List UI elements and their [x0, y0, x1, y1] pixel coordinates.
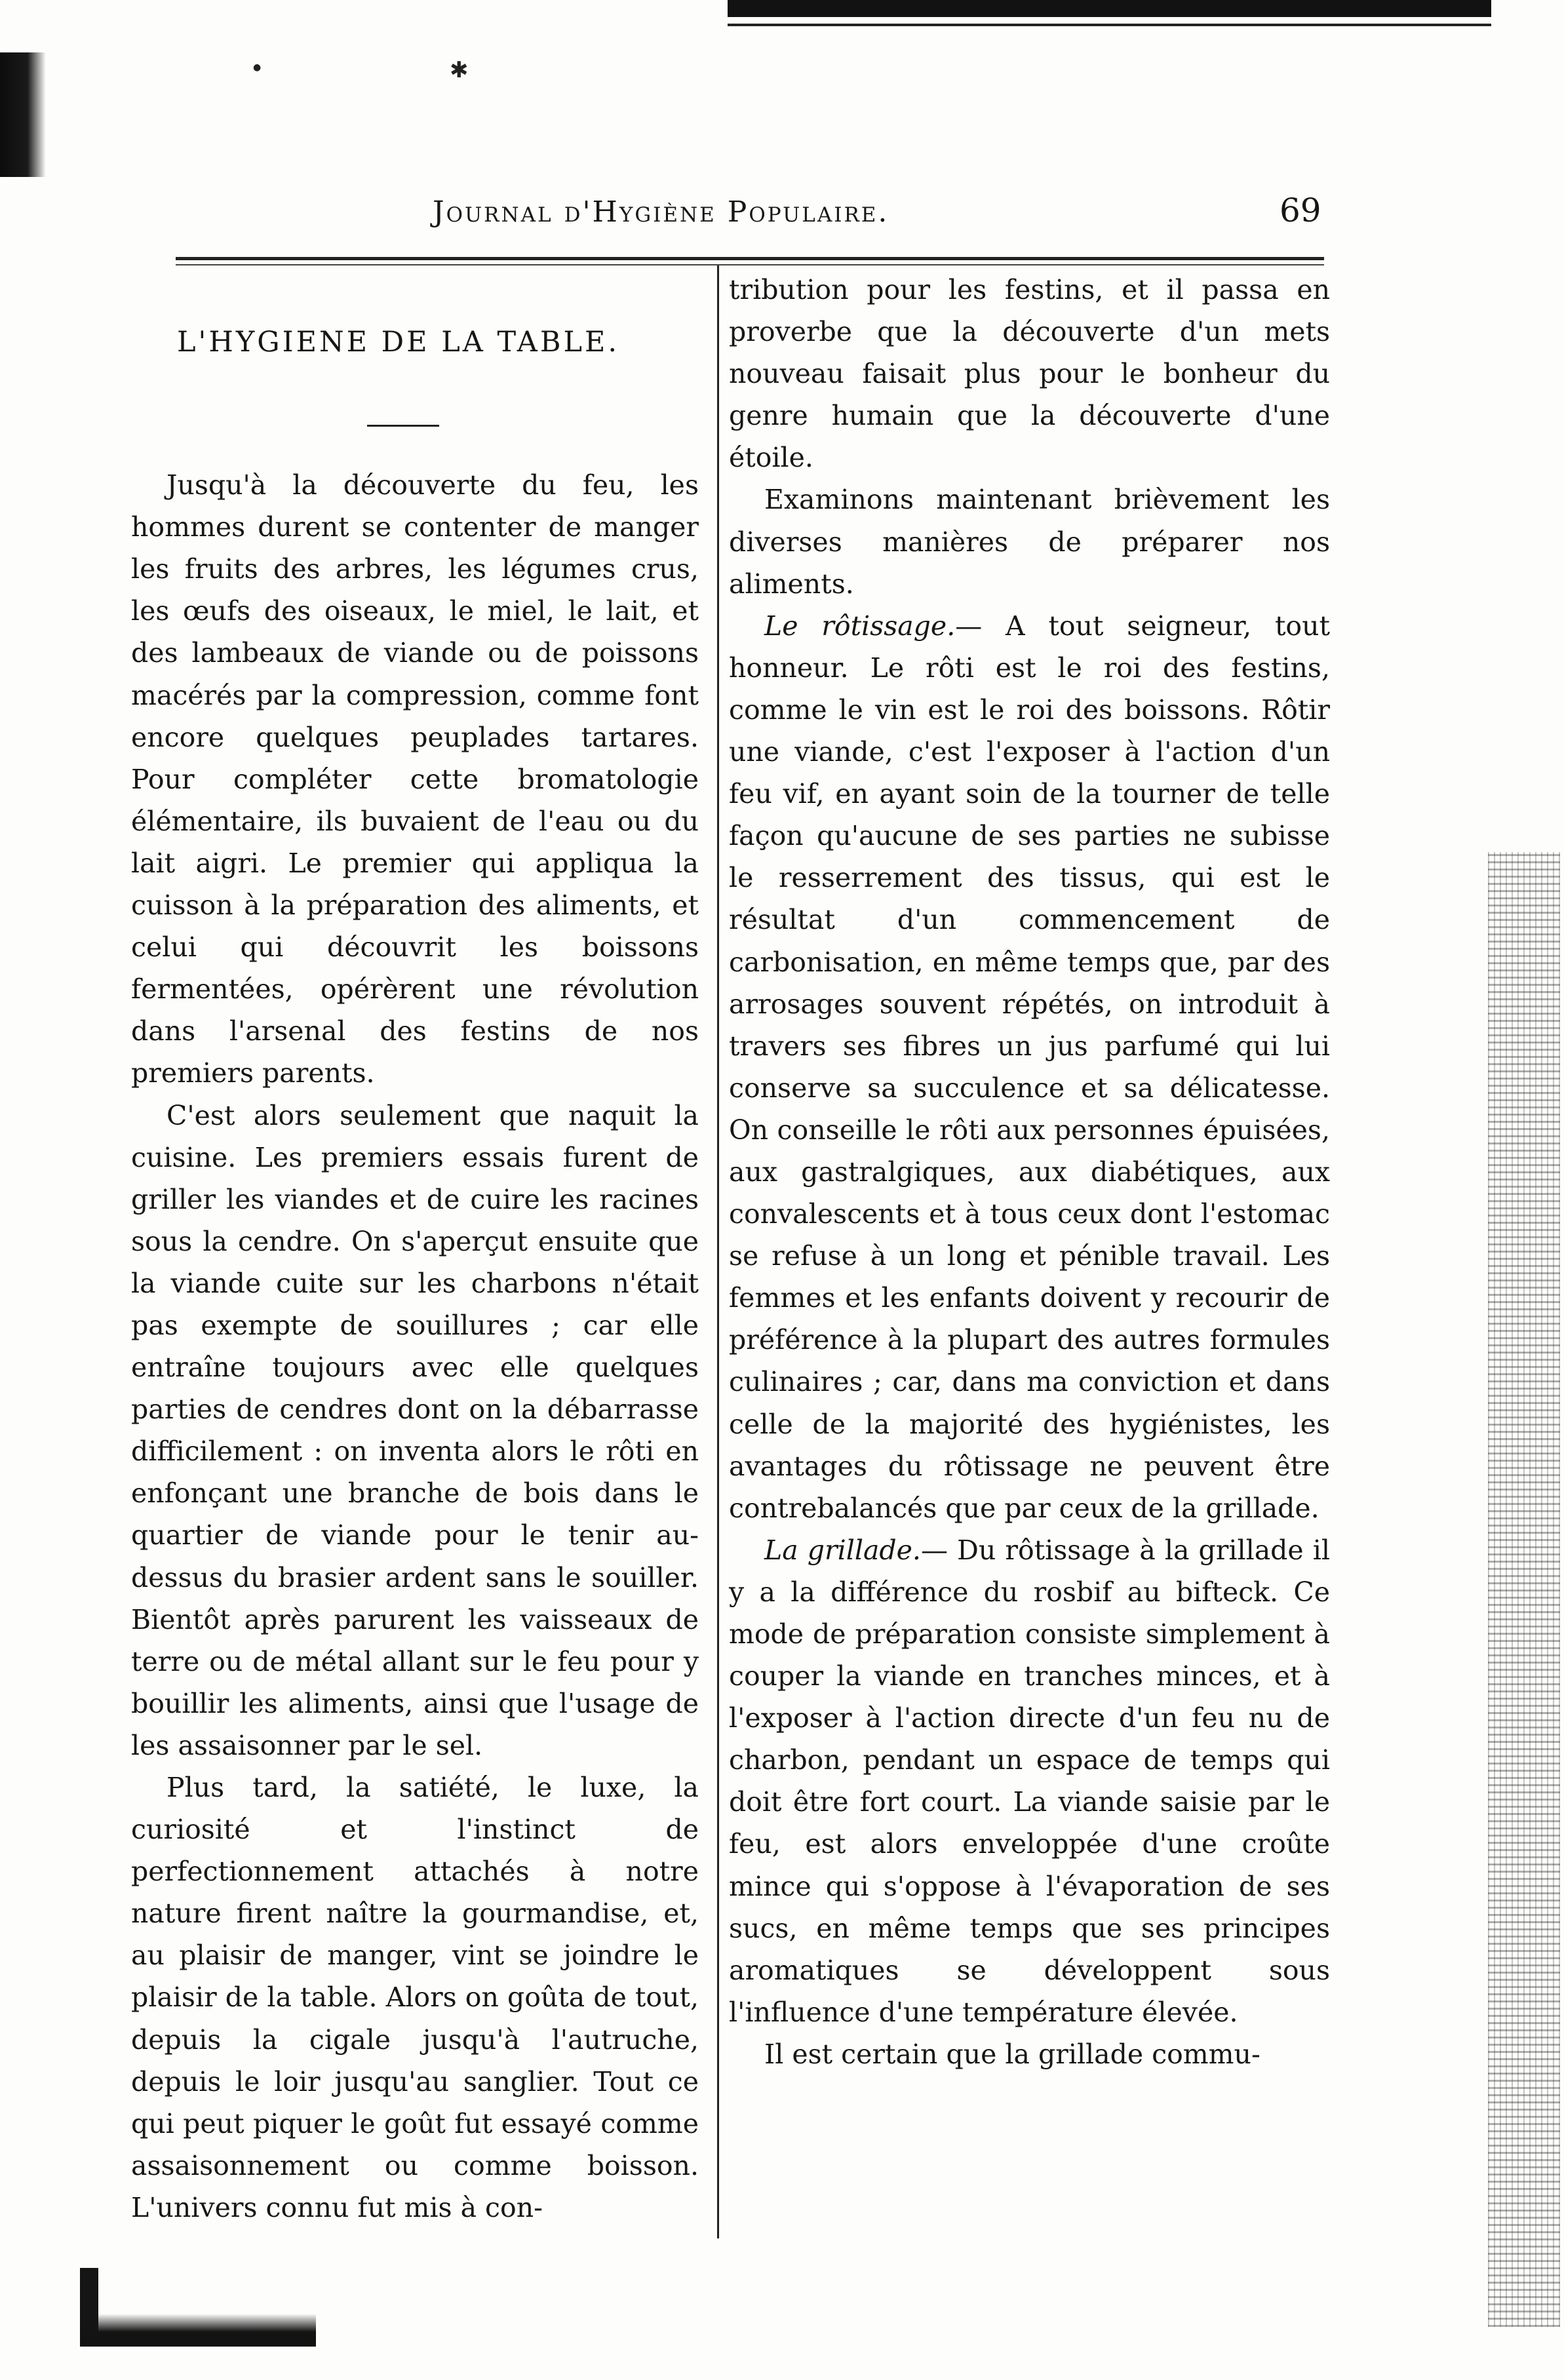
section-grillade-text: — Du rôtissage à la grillade il y a la différence du rosbif au bifteck. Ce mode de préparation consiste simplement à couper la viande en tranches minces, et à l'exposer à l'action directe d'un feu nu de charbon, pendant un espace de temps qui doit être fort court. La viande saisie par le feu, est alors enveloppée d'une croûte mince qui s'oppose à l'évaporation de ses sucs, en même temps que ses principes aromatiques se développent sous l'influence d'une température élevée.	[729, 1534, 1331, 2028]
article-title: L'HYGIENE DE LA TABLE.	[177, 326, 620, 359]
right-paragraph-2: Examinons maintenant brièvement les diverses manières de préparer nos aliments.	[729, 484, 1330, 600]
scan-edge-bottom-left-shadow	[80, 2314, 316, 2347]
right-column	[729, 269, 1330, 2075]
title-rule	[367, 425, 439, 427]
section-grillade-heading: La grillade.	[764, 1534, 921, 1566]
section-roti-heading: Le rôtissage.	[764, 610, 956, 642]
section-grillade	[729, 1529, 1330, 2033]
scan-edge-top-line	[728, 24, 1491, 26]
right-last-line: Il est certain que la grillade commu-	[764, 2038, 1261, 2070]
scan-edge-left-shadow	[0, 52, 46, 177]
scan-edge-top-bar	[728, 0, 1491, 17]
scan-edge-right-noise	[1488, 852, 1560, 2327]
left-paragraph-2: C'est alors seulement que naquit la cuisine. Les premiers essais furent de griller les viandes et de cuire les racines sous la cendre. On s'aperçut ensuite que la viande cuite sur les charbons n'était pas exempte de souillures ; car elle entraîne toujours avec elle quelques parties de cendres dont on la débarrasse difficilement : on inventa alors le rôti en enfonçant une branche de bois dans le quartier de viande pour le tenir au-dessus du brasier ardent sans le souiller. Bientôt après parurent les vaisseaux de terre ou de métal allant sur le feu pour y bouillir les aliments, ainsi que l'usage de les assaisonner par le sel.	[131, 1099, 699, 1761]
left-column	[131, 269, 699, 2229]
header-rule-thin	[176, 264, 1324, 265]
header-rule	[176, 257, 1324, 260]
section-roti-text: — A tout seigneur, tout honneur. Le rôti est le roi des festins, comme le vin est le roi des boissons. Rôtir une viande, c'est l'exposer à l'action d'un feu vif, en ayant soin de la tourner de telle façon qu'aucune de ses parties ne subisse le resserrement des tissus, qui est le résultat d'un commencement de carbonisation, en même temps que, par des arrosages souvent répétés, on introduit à travers ses fibres un jus parfumé qui lui conserve sa succulence et sa délicatesse. On conseille le rôti aux personnes épuisées, aux gastralgiques, aux diabétiques, aux convalescents et à tous ceux dont l'estomac se refuse à un long et pénible travail. Les femmes et les enfants doivent y recourir de préférence à la plupart des autres formules culinaires ; car, dans ma conviction et dans celle de la majorité des hygiénistes, les avantages du rôtissage ne peuvent être contrebalancés que par ceux de la grillade.	[729, 610, 1330, 1524]
right-continuation: tribution pour les festins, et il passa en proverbe que la découverte d'un mets nouveau faisait plus pour le bonheur du genre humain que la découverte d'une étoile.	[729, 274, 1330, 474]
running-header	[426, 191, 1311, 244]
section-roti	[729, 605, 1330, 1529]
left-paragraph-1: Jusqu'à la découverte du feu, les hommes durent se contenter de manger les fruits des arbres, les légumes crus, les œufs des oiseaux, le miel, le lait, et des lambeaux de viande ou de poissons macérés par la compression, comme font encore quelques peuplades tartares. Pour compléter cette bromatologie élémentaire, ils buvaient de l'eau ou du lait aigri. Le premier qui appliqua la cuisson à la préparation des aliments, et celui qui découvrit les boissons fermentées, opérèrent une révolution dans l'arsenal des festins de nos premiers parents.	[131, 469, 699, 1089]
page-number: 69	[1280, 191, 1321, 229]
left-paragraph-3: Plus tard, la satiété, le luxe, la curiosité et l'instinct de perfectionnement attachés à notre nature firent naître la gourmandise, et, au plaisir de manger, vint se joindre le plaisir de la table. Alors on goûta de tout, depuis la cigale jusqu'à l'autruche, depuis le loir jusqu'au sanglier. Tout ce qui peut piquer le goût fut essayé comme assaisonnement ou comme boisson. L'univers connu fut mis à con-	[131, 1772, 699, 2223]
scan-speck: ✱	[450, 57, 469, 83]
column-divider	[717, 265, 719, 2238]
scan-speck: ●	[253, 62, 262, 73]
journal-title: Journal d'Hygiène Populaire.	[433, 195, 890, 229]
